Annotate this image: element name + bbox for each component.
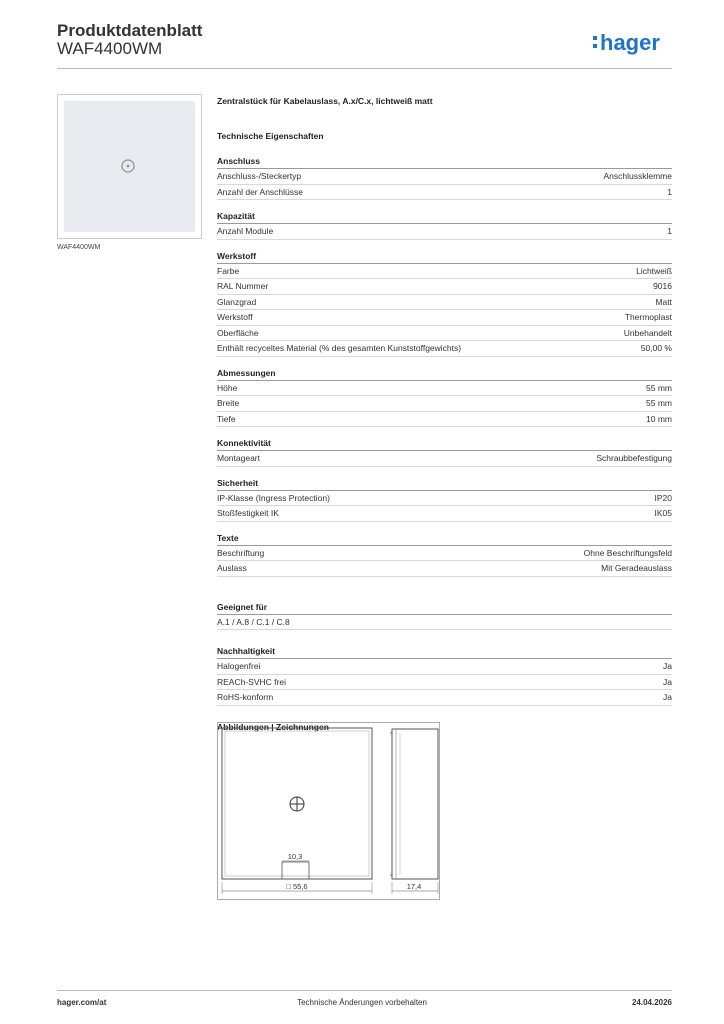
document-title: Produktdatenblatt bbox=[57, 21, 203, 40]
sustainability-title: Nachhaltigkeit bbox=[217, 644, 672, 659]
property-row bbox=[217, 396, 672, 412]
property-row bbox=[217, 185, 672, 201]
property-label: Tiefe bbox=[217, 413, 236, 424]
product-photo bbox=[57, 94, 202, 239]
property-row bbox=[217, 412, 672, 428]
property-value: Lichtweiß bbox=[636, 265, 672, 276]
section-title: Konnektivität bbox=[217, 436, 672, 451]
property-value: 1 bbox=[667, 226, 672, 236]
property-label: RAL Nummer bbox=[217, 281, 269, 291]
technical-properties-heading: Technische Eigenschaften bbox=[217, 131, 324, 141]
property-value: 55 mm bbox=[646, 382, 672, 393]
sustainability-rows bbox=[217, 659, 672, 706]
sustainability-row bbox=[217, 675, 672, 691]
property-value: 1 bbox=[667, 186, 672, 197]
header-divider bbox=[57, 68, 672, 69]
property-row bbox=[217, 341, 672, 357]
property-label: Montageart bbox=[217, 453, 260, 463]
section-title: Abmessungen bbox=[217, 366, 672, 381]
property-row bbox=[217, 381, 672, 397]
property-label: Beschriftung bbox=[217, 547, 265, 558]
sustainability-row bbox=[217, 690, 672, 706]
property-label: Enthält recyceltes Material (% des gesamten Kunststoffgewichts) bbox=[217, 343, 462, 353]
property-value: 9016 bbox=[653, 281, 672, 291]
property-value: Ohne Beschriftungsfeld bbox=[583, 547, 672, 558]
property-label: Stoßfestigkeit IK bbox=[217, 508, 279, 518]
property-value: 10 mm bbox=[646, 413, 672, 424]
property-value: IK05 bbox=[654, 508, 672, 518]
section-title: Sicherheit bbox=[217, 476, 672, 491]
property-label: Oberfläche bbox=[217, 327, 259, 338]
hager-logo bbox=[592, 26, 672, 56]
property-label: Anzahl Module bbox=[217, 226, 274, 236]
property-value: 50,00 % bbox=[640, 343, 672, 353]
footer-date: 24.04.2026 bbox=[631, 998, 672, 1007]
technical-drawing bbox=[217, 722, 440, 900]
property-row bbox=[217, 264, 672, 280]
section-title: Kapazität bbox=[217, 209, 672, 224]
property-value: 55 mm bbox=[646, 398, 672, 408]
property-label: Farbe bbox=[217, 265, 240, 276]
property-row bbox=[217, 224, 672, 240]
article-number: WAF4400WM bbox=[57, 39, 163, 58]
property-row bbox=[217, 491, 672, 507]
property-row bbox=[217, 279, 672, 295]
property-label: Höhe bbox=[217, 382, 238, 393]
property-row bbox=[217, 295, 672, 311]
property-label: IP-Klasse (Ingress Protection) bbox=[217, 492, 330, 503]
section-title: Werkstoff bbox=[217, 249, 672, 264]
dimension-slot-label: 10,3 bbox=[287, 852, 303, 861]
property-row bbox=[217, 506, 672, 522]
dimension-width-label: □ 55,6 bbox=[286, 882, 308, 891]
property-value: Matt bbox=[655, 296, 672, 307]
section-title: Anschluss bbox=[217, 154, 672, 169]
property-label: Auslass bbox=[217, 563, 247, 573]
product-description: Zentralstück für Kabelauslass, A.x/C.x, lichtweiß matt bbox=[217, 96, 433, 106]
property-row bbox=[217, 169, 672, 185]
property-value: Anschlussklemme bbox=[603, 171, 672, 181]
property-label: RoHS-konform bbox=[217, 692, 274, 702]
property-label: Werkstoff bbox=[217, 312, 253, 322]
footer-divider bbox=[57, 990, 672, 991]
property-label: Anschluss-/Steckertyp bbox=[217, 171, 302, 181]
photo-caption: WAF4400WM bbox=[57, 244, 101, 251]
property-row bbox=[217, 310, 672, 326]
dimension-depth-label: 17,4 bbox=[406, 882, 422, 891]
property-value: Schraubbefestigung bbox=[596, 453, 672, 463]
suitable-for-row bbox=[217, 615, 672, 631]
property-label: Anzahl der Anschlüsse bbox=[217, 186, 303, 197]
property-row bbox=[217, 326, 672, 342]
property-row bbox=[217, 546, 672, 562]
property-row bbox=[217, 451, 672, 467]
property-label: REACh-SVHC frei bbox=[217, 676, 286, 687]
footer-website-link[interactable]: hager.com/at bbox=[57, 998, 107, 1007]
drawings-title: Abbildungen | Zeichnungen bbox=[217, 721, 329, 732]
sustainability-row bbox=[217, 659, 672, 675]
property-row bbox=[217, 561, 672, 577]
property-label: Glanzgrad bbox=[217, 296, 257, 307]
suitable-for-value: A.1 / A.8 / C.1 / C.8 bbox=[217, 616, 290, 627]
property-value: Ja bbox=[663, 676, 672, 687]
property-value: Ja bbox=[663, 661, 672, 671]
property-value: IP20 bbox=[654, 492, 672, 503]
footer-disclaimer: Technische Änderungen vorbehalten bbox=[297, 998, 427, 1007]
datasheet-content bbox=[217, 90, 672, 736]
property-label: Halogenfrei bbox=[217, 661, 261, 671]
property-sections bbox=[217, 154, 672, 577]
property-value: Unbehandelt bbox=[623, 327, 672, 338]
suitable-for-title: Geeignet für bbox=[217, 600, 672, 615]
property-value: Thermoplast bbox=[624, 312, 672, 322]
property-value: Mit Geradeauslass bbox=[601, 563, 672, 573]
property-value: Ja bbox=[663, 692, 672, 702]
svg-text:hager: hager bbox=[600, 30, 660, 55]
section-title: Texte bbox=[217, 531, 672, 546]
property-label: Breite bbox=[217, 398, 240, 408]
